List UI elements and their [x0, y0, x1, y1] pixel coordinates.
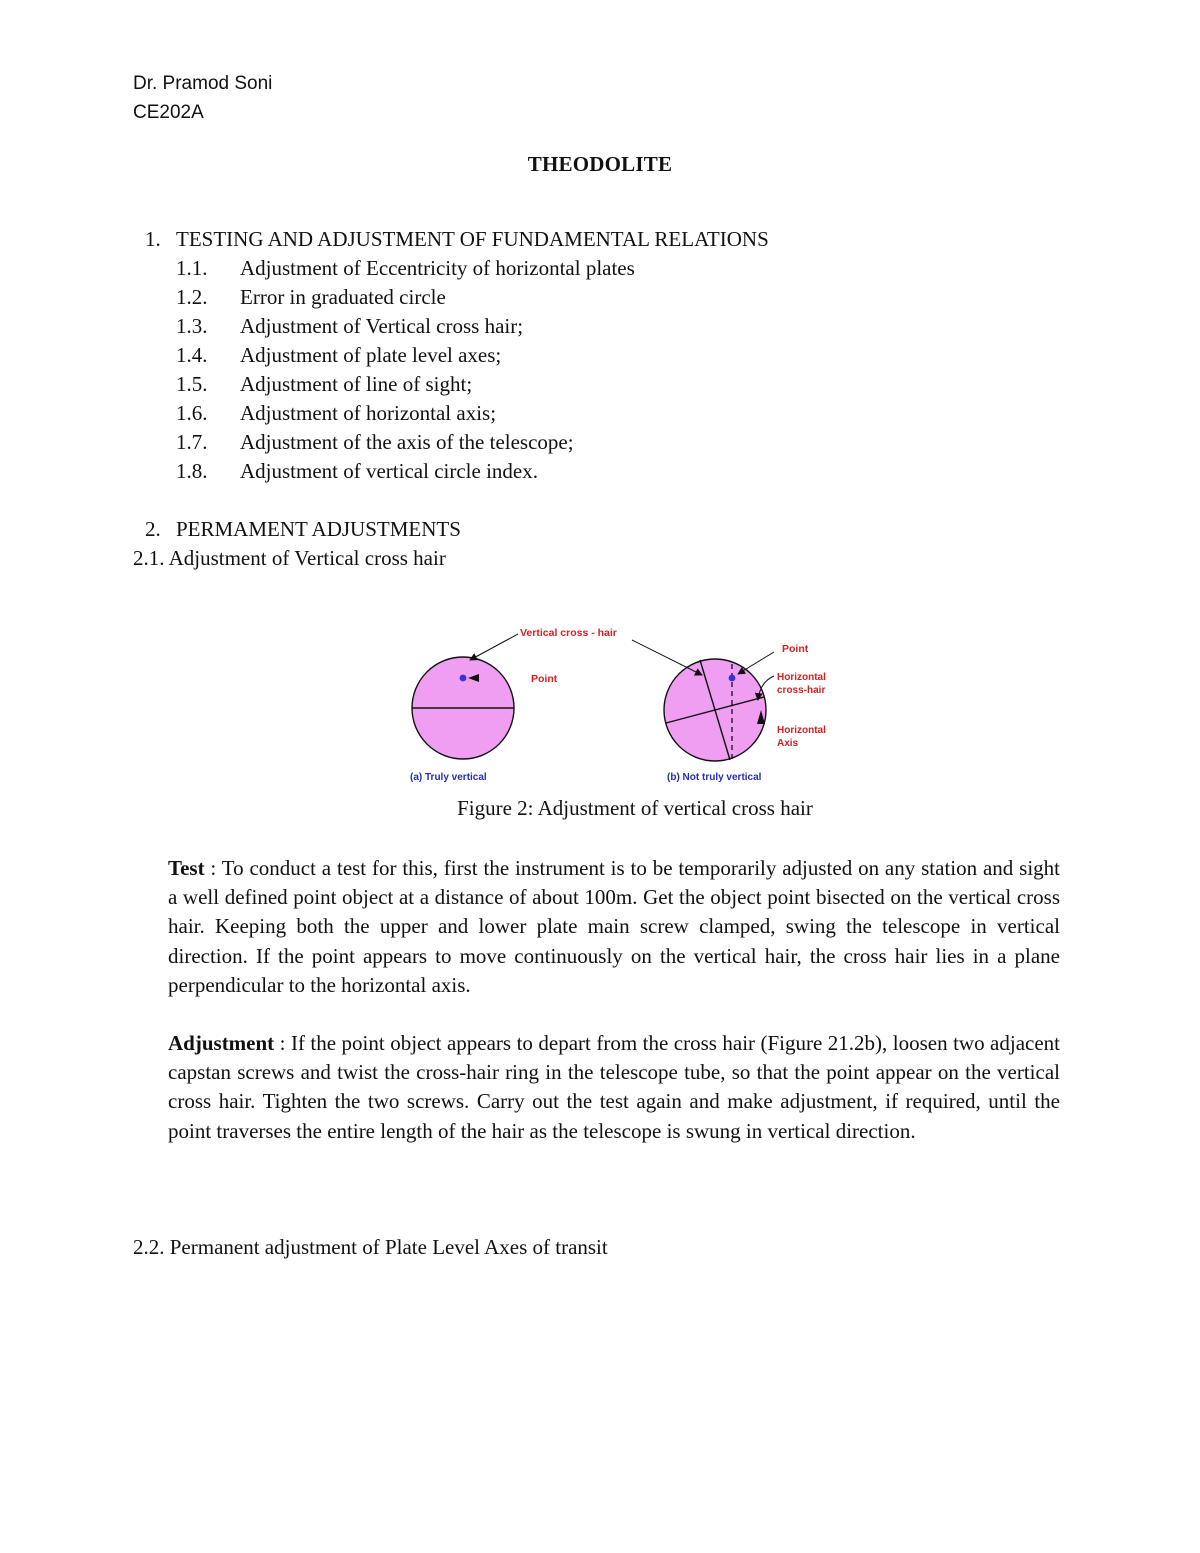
point-marker-b [729, 675, 736, 682]
label-horizontal-axis-1: Horizontal [777, 725, 826, 736]
section-number: 1. [145, 227, 161, 251]
label-horizontal-cross-hair-1: Horizontal [777, 672, 826, 683]
list-item-number: 1.6. [176, 401, 208, 425]
cross-hair-figure [400, 612, 840, 788]
list-item-text: Adjustment of Vertical cross hair; [240, 314, 524, 338]
list-item-number: 1.7. [176, 430, 208, 454]
subsection-2-1-heading: 2.1. Adjustment of Vertical cross hair [133, 546, 446, 570]
label-vertical-cross-hair: Vertical cross - hair [520, 627, 617, 639]
section-number: 2. [145, 517, 161, 541]
page-title: THEODOLITE [527, 152, 673, 176]
list-item-number: 1.4. [176, 343, 208, 367]
list-item-text: Adjustment of horizontal axis; [240, 401, 497, 425]
list-item-number: 1.3. [176, 314, 208, 338]
adjustment-paragraph [168, 1029, 1060, 1146]
leader-line-a [470, 634, 518, 660]
label-horizontal-cross-hair-2: cross-hair [777, 685, 826, 696]
list-item-text: Adjustment of plate level axes; [240, 343, 502, 367]
author-name: Dr. Pramod Soni [133, 73, 273, 94]
test-text: : To conduct a test for this, first the instrument is to be temporarily adjusted on any station and sight a well defined point object at a distance of about 100m. Get the object point bisected on the vertical cross hair. Keeping both the upper and lower plate main screw clamped, swing the telescope in vertical direction. If the point appears to move continuously on the vertical hair, the cross hair lies in a plane perpendicular to the horizontal axis. [168, 856, 1060, 997]
point-leader-b [738, 652, 774, 674]
section-title: PERMAMENT ADJUSTMENTS [176, 517, 461, 541]
label-horizontal-axis-2: Axis [777, 738, 799, 749]
test-label: Test [168, 856, 205, 880]
caption-a: (a) Truly vertical [410, 772, 487, 783]
list-item-number: 1.5. [176, 372, 208, 396]
list-item-text: Adjustment of line of sight; [240, 372, 473, 396]
test-paragraph [168, 854, 1060, 1000]
list-item-text: Error in graduated circle [240, 285, 446, 309]
point-marker-a [460, 675, 467, 682]
adjustment-label: Adjustment [168, 1031, 275, 1055]
list-item-text: Adjustment of vertical circle index. [240, 459, 538, 483]
list-item-number: 1.8. [176, 459, 208, 483]
section-title: TESTING AND ADJUSTMENT OF FUNDAMENTAL RELATIONS [176, 227, 769, 251]
label-point-a: Point [531, 673, 558, 685]
list-item-number: 1.2. [176, 285, 208, 309]
label-point-b: Point [782, 643, 809, 655]
caption-b: (b) Not truly vertical [667, 772, 762, 783]
leader-line-b [632, 640, 702, 675]
list-item-text: Adjustment of the axis of the telescope; [240, 430, 574, 454]
course-code: CE202A [133, 102, 204, 123]
list-item-text: Adjustment of Eccentricity of horizontal plates [240, 256, 635, 280]
figure-caption: Figure 2: Adjustment of vertical cross hair [457, 796, 813, 820]
subsection-2-2-heading: 2.2. Permanent adjustment of Plate Level Axes of transit [133, 1235, 608, 1259]
adjustment-text: : If the point object appears to depart from the cross hair (Figure 21.2b), loosen two adjacent capstan screws and twist the cross-hair ring in the telescope tube, so that the point appear on the vertical cross hair. Tighten the two screws. Carry out the test again and make adjustment, if required, until the point traverses the entire length of the hair as the telescope is swung in vertical direction. [168, 1031, 1060, 1143]
list-item-number: 1.1. [176, 256, 208, 280]
